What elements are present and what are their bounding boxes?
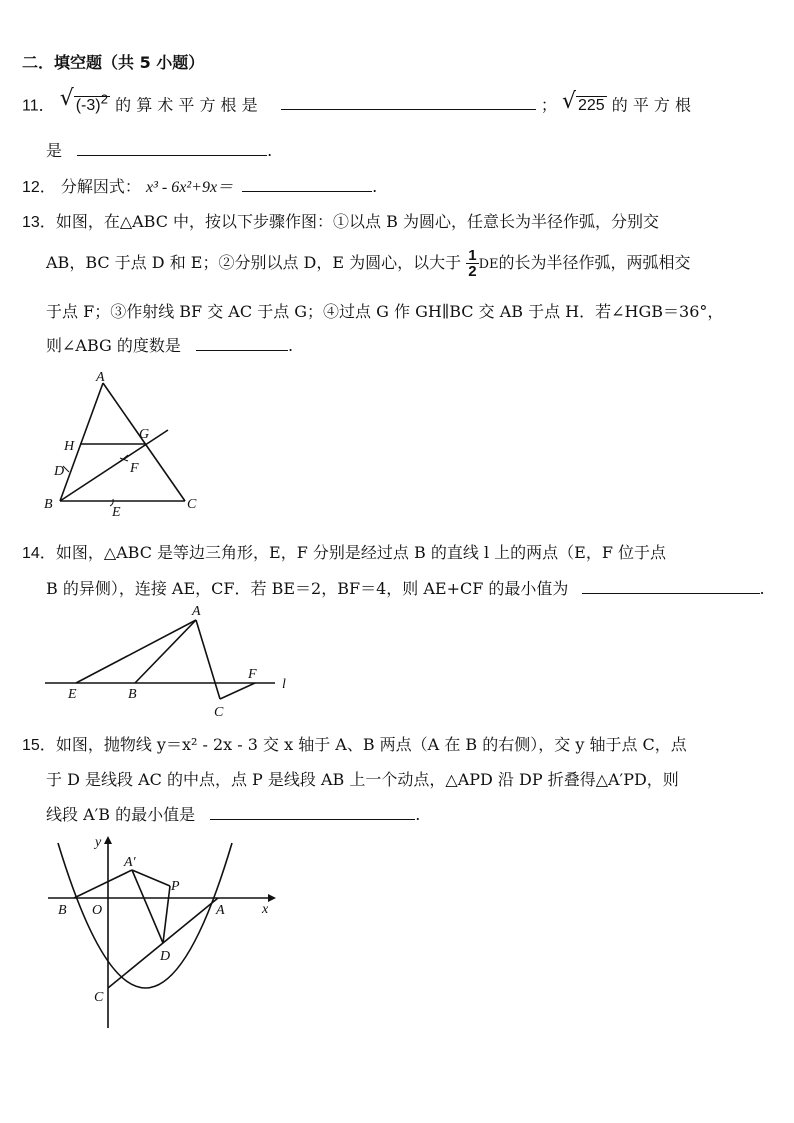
q14-segment-ae xyxy=(76,620,196,683)
q14-label-f: F xyxy=(248,667,257,682)
q15-parabola xyxy=(58,843,232,988)
q11-radicand2: 225 xyxy=(577,97,605,115)
question-15-line3 xyxy=(46,802,420,825)
q14-label-b: B xyxy=(128,687,137,702)
q11-sqrt-expression: √ $(-3)^2$ xyxy=(59,86,109,115)
q11-text1: 的 算 术 平 方 根 是 xyxy=(115,95,258,115)
q13-label-f: F xyxy=(130,461,139,476)
q11-answer-blank-1[interactable] xyxy=(281,108,536,110)
q14-number: 14． xyxy=(22,545,56,562)
q11-exponent: 2 xyxy=(100,92,109,107)
q12-end: . xyxy=(372,177,378,196)
q12-number: 12． xyxy=(22,179,56,196)
q15-segment-ba1 xyxy=(74,870,132,898)
q13-line1: 如图，在△ABC 中，按以下步骤作图：①以点 B 为圆心，任意长为半径作弧，分别交 xyxy=(55,212,659,231)
q11-separator: ； xyxy=(540,95,557,115)
q13-line2a: AB，BC 于点 D 和 E；②分别以点 D，E 为圆心，以大于 xyxy=(46,253,462,272)
q11-text2: 的 平 方 根 xyxy=(611,95,692,115)
q15-end: . xyxy=(415,805,421,824)
q15-label-c: C xyxy=(94,990,104,1005)
q13-label-d: D xyxy=(54,464,65,479)
q15-answer-blank[interactable] xyxy=(210,818,415,820)
q13-frac-den: 2 xyxy=(468,263,477,280)
q11-radicand: (-3) xyxy=(75,97,101,115)
q14-answer-blank[interactable] xyxy=(582,592,760,594)
q15-line3: 线段 A′B 的最小值是 xyxy=(46,805,196,824)
q15-line1: 如图，抛物线 y＝x² - 2x - 3 交 x 轴于 A、B 两点（A 在 B 的右侧），交 y 轴于点 C，点 xyxy=(55,735,687,754)
q14-line1: 如图，△ABC 是等边三角形，E，F 分别是经过点 B 的直线 l 上的两点（E，F 位于点 xyxy=(55,543,667,562)
question-14-line1 xyxy=(22,540,666,563)
q13-label-e: E xyxy=(112,505,121,520)
q12-expression: x³ - 6x²+9x＝ xyxy=(146,179,234,196)
question-14-line2 xyxy=(46,576,765,599)
q13-label-b: B xyxy=(44,497,53,512)
q13-ray-bf xyxy=(60,430,168,501)
question-11-cont xyxy=(46,138,272,161)
question-13-line3: 于点 F；③作射线 BF 交 AC 于点 G；④过点 G 作 GH∥BC 交 AB 于点 H．若∠HGB＝36°， xyxy=(46,302,724,321)
q13-figure xyxy=(30,368,210,523)
q15-segment-pd xyxy=(163,886,170,943)
q13-fraction xyxy=(466,248,478,279)
q11-end: . xyxy=(267,141,273,160)
q13-arc-f xyxy=(118,455,128,463)
q15-figure xyxy=(40,828,285,1033)
q13-line4: 则∠ABG 的度数是 xyxy=(46,336,181,355)
q13-frac-after: DE xyxy=(478,257,499,272)
q14-segment-ac xyxy=(196,620,220,699)
q15-y-arrow xyxy=(104,836,112,844)
q13-number: 13． xyxy=(22,214,56,231)
question-12 xyxy=(22,174,377,197)
q13-answer-blank[interactable] xyxy=(196,349,288,351)
q15-label-b: B xyxy=(58,903,67,918)
q14-label-e: E xyxy=(68,687,77,702)
q11-number: 11． xyxy=(22,97,55,115)
q15-x-arrow xyxy=(268,894,276,902)
q12-answer-blank[interactable] xyxy=(242,190,372,192)
q15-label-p: P xyxy=(171,879,180,894)
q12-text: 分解因式： xyxy=(60,177,141,196)
q15-label-x: x xyxy=(262,902,269,917)
question-15-line1 xyxy=(22,732,687,755)
q15-number: 15． xyxy=(22,737,56,754)
q15-label-y: y xyxy=(95,835,102,850)
q14-label-c: C xyxy=(214,705,224,720)
question-11 xyxy=(22,86,692,115)
question-13-line1 xyxy=(22,209,659,232)
q13-frac-num: 1 xyxy=(468,247,477,264)
q11-sqrt-225: √ 225 xyxy=(561,89,605,115)
q13-label-c: C xyxy=(187,497,197,512)
q14-segment-ab xyxy=(135,620,196,683)
question-13-line2 xyxy=(46,248,691,279)
q13-label-g: G xyxy=(139,427,150,442)
section-title: 二．填空题（共 5 小题） xyxy=(22,53,205,72)
q13-label-a: A xyxy=(96,370,105,385)
q13-label-h: H xyxy=(64,439,75,454)
q11-cont: 是 xyxy=(46,141,63,160)
q14-end: . xyxy=(759,579,765,598)
q15-label-a-prime: A′ xyxy=(124,855,136,870)
q15-label-d: D xyxy=(160,949,171,964)
q15-label-o: O xyxy=(92,903,103,918)
q14-figure xyxy=(40,600,300,720)
q14-segment-cf xyxy=(220,683,255,699)
q13-side-ac xyxy=(103,383,185,501)
q14-label-l: l xyxy=(282,677,286,692)
question-13-line4 xyxy=(46,333,293,356)
q15-label-a: A xyxy=(216,903,225,918)
q13-end: . xyxy=(287,336,294,355)
q11-answer-blank-2[interactable] xyxy=(77,154,267,156)
q13-line2b: 的长为半径作弧，两弧相交 xyxy=(498,253,691,272)
q14-line2: B 的异侧），连接 AE，CF．若 BE＝2，BF＝4，则 AE+CF 的最小值为 xyxy=(46,579,569,598)
question-15-line2: 于 D 是线段 AC 的中点，点 P 是线段 AB 上一个动点，△APD 沿 DP 折叠得△A′PD，则 xyxy=(46,770,679,789)
q14-label-a: A xyxy=(192,604,201,619)
